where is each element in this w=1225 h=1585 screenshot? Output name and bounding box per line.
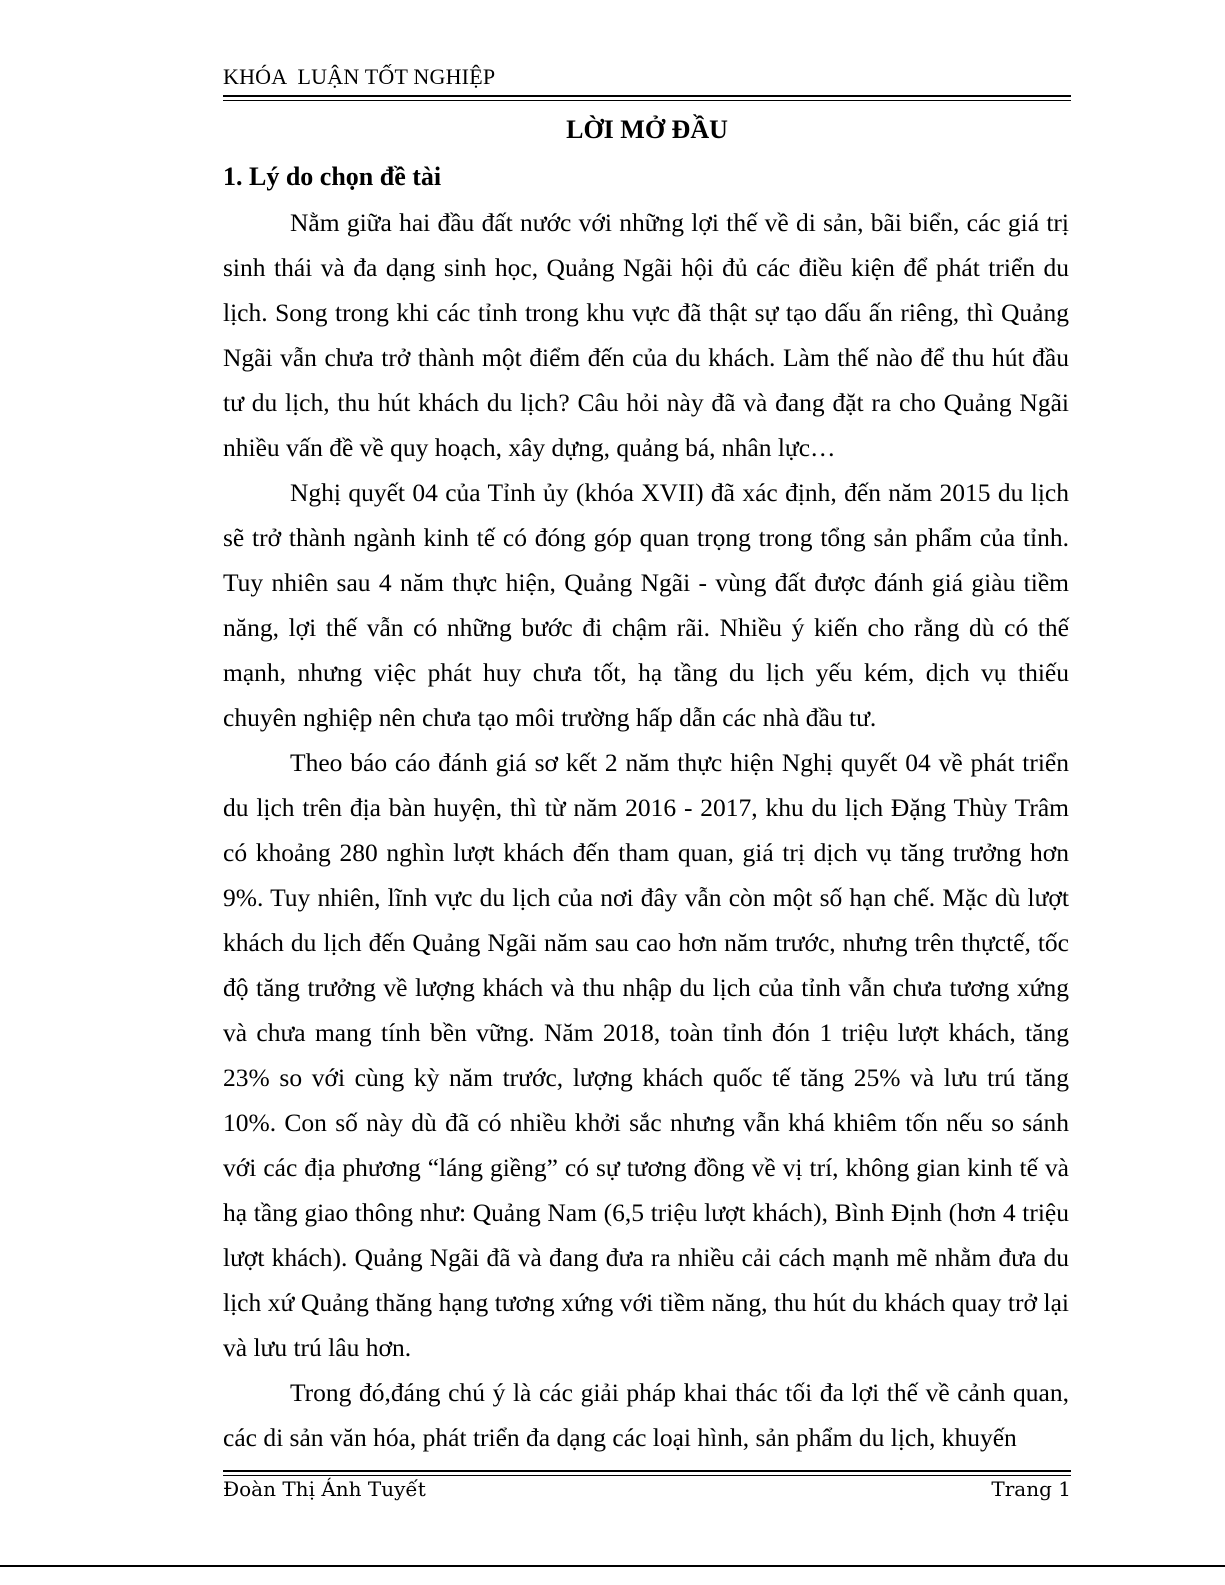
header-divider [223, 95, 1071, 101]
paragraph-3: Theo báo cáo đánh giá sơ kết 2 năm thực hiện Nghị quyết 04 về phát triển du lịch trên địa bàn huyện, thì từ năm 2016 - 2017, khu du lịch Đặng Thùy Trâm có khoảng 280 nghìn lượt khách đến tham quan, giá trị dịch vụ tăng trưởng hơn 9%. Tuy nhiên, lĩnh vực du lịch của nơi đây vẫn còn một số hạn chế. Mặc dù lượt khách du lịch đến Quảng Ngãi năm sau cao hơn năm trước, nhưng trên thựctế, tốc độ tăng trưởng về lượng khách và thu nhập du lịch của tỉnh vẫn chưa tương xứng và chưa mang tính bền vững. Năm 2018, toàn tỉnh đón 1 triệu lượt khách, tăng 23% so với cùng kỳ năm trước, lượng khách quốc tế tăng 25% và lưu trú tăng 10%. Con số này dù đã có nhiều khởi sắc nhưng vẫn khá khiêm tốn nếu so sánh với các địa phương “láng giềng” có sự tương đồng về vị trí, không gian kinh tế và hạ tầng giao thông như: Quảng Nam (6,5 triệu lượt khách), Bình Định (hơn 4 triệu lượt khách). Quảng Ngãi đã và đang đưa ra nhiều cải cách mạnh mẽ nhằm đưa du lịch xứ Quảng thăng hạng tương xứng với tiềm năng, thu hút du khách quay trở lại và lưu trú lâu hơn. [223, 748, 1069, 1362]
scan-edge-line [0, 1565, 1225, 1567]
section-heading: 1. Lý do chọn đề tài [223, 162, 442, 191]
footer-author: Đoàn Thị Ánh Tuyết [223, 1477, 426, 1501]
body-text [223, 200, 1069, 1460]
paragraph-4: Trong đó,đáng chú ý là các giải pháp khai thác tối đa lợi thế về cảnh quan, các di sản văn hóa, phát triển đa dạng các loại hình, sản phẩm du lịch, khuyến [223, 1378, 1069, 1452]
paragraph-2: Nghị quyết 04 của Tỉnh ủy (khóa XVII) đã xác định, đến năm 2015 du lịch sẽ trở thành ngành kinh tế có đóng góp quan trọng trong tổng sản phẩm của tỉnh. Tuy nhiên sau 4 năm thực hiện, Quảng Ngãi - vùng đất được đánh giá giàu tiềm năng, lợi thế vẫn có những bước đi chậm rãi. Nhiều ý kiến cho rằng dù có thế mạnh, nhưng việc phát huy chưa tốt, hạ tầng du lịch yếu kém, dịch vụ thiếu chuyên nghiệp nên chưa tạo môi trường hấp dẫn các nhà đầu tư. [223, 478, 1069, 732]
paragraph-1: Nằm giữa hai đầu đất nước với những lợi thế về di sản, bãi biển, các giá trị sinh thái và đa dạng sinh học, Quảng Ngãi hội đủ các điều kiện để phát triển du lịch. Song trong khi các tỉnh trong khu vực đã thật sự tạo dấu ấn riêng, thì Quảng Ngãi vẫn chưa trở thành một điểm đến của du khách. Làm thế nào để thu hút đầu tư du lịch, thu hút khách du lịch? Câu hỏi này đã và đang đặt ra cho Quảng Ngãi nhiều vấn đề về quy hoạch, xây dựng, quảng bá, nhân lực… [223, 208, 1069, 462]
document-title: LỜI MỞ ĐẦU [566, 115, 728, 144]
page-number: Trang 1 [991, 1477, 1071, 1501]
running-header: KHÓA LUẬN TỐT NGHIỆP [223, 64, 496, 89]
